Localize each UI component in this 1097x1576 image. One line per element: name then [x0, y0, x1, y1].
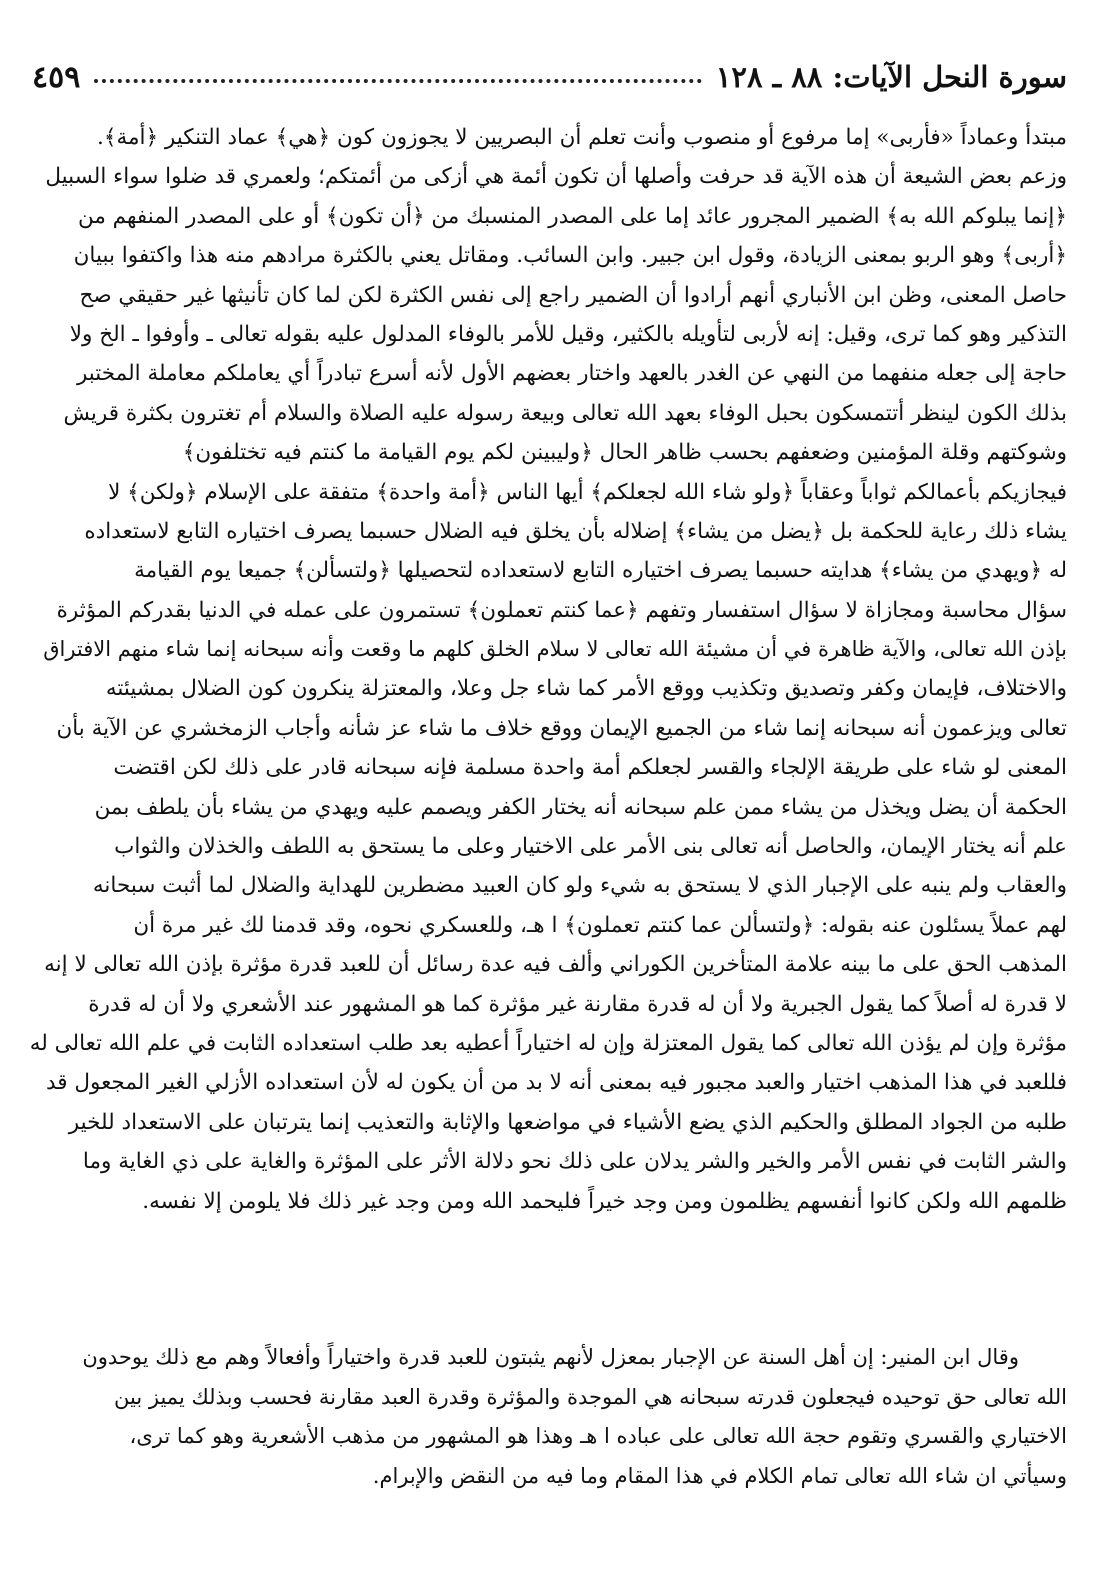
running-head: سورة النحل الآيات: ٨٨ ـ ١٢٨ — [715, 60, 1067, 94]
footnote-line: وقال ابن المنير: إن أهل السنة عن الإجبار بمعزل لأنهم يثبتون للعبد قدرة واختياراً وأفعالاً وهم مع ذلك يوحدون — [82, 1345, 1019, 1369]
text-line: المعنى لو شاء على طريقة الإلجاء والقسر لجعلكم أمة واحدة مسلمة فإنه سبحانه قادر على ذلك لكن اقتضت — [113, 755, 1067, 781]
text-line: المذهب الحق على ما بينه علامة المتأخرين الكوراني وألف فيه عدة رسائل أن للعبد قدرة مؤثرة بإذن الله تعالى لا إنه — [44, 952, 1067, 978]
footnote-text — [30, 1338, 1067, 1496]
footnote-line: الاختياري والقسري وتقوم حجة الله تعالى على عباده ا هـ وهذا هو المشهور من مذهب الأشعرية وهو كما ترى، — [129, 1424, 1067, 1449]
text-line: مؤثرة وإن لم يؤذن الله تعالى كما يقول المعتزلة وإن له اختياراً أعطيه بعد طلب استعداده الثابت في علم الله تعالى له — [30, 1030, 1067, 1056]
text-line: تعالى ويزعمون أنه سبحانه إنما شاء من الجميع الإيمان ووقع خلاف ما شاء عز شأنه وأجاب الزمخشري عن الآية بأن — [56, 715, 1067, 741]
dotted-leader — [94, 79, 701, 83]
main-text — [30, 118, 1067, 1221]
text-line: يشاء ذلك رعاية للحكمة بل ﴿يضل من يشاء﴾ إضلاله بأن يخلق فيه الضلال حسبما يصرف اختياره التابع لاستعداده — [84, 518, 1067, 544]
text-line: ظلمهم الله ولكن كانوا أنفسهم يظلمون ومن وجد خيراً فليحمد الله ومن وجد غير ذلك فلا يلومن إلا نفسه. — [142, 1188, 1067, 1214]
text-line: وزعم بعض الشيعة أن هذه الآية قد حرفت وأصلها أن تكون أئمة هي أزكى من أئمتكم؛ ولعمري قد ضلوا سواء السبيل — [45, 164, 1067, 190]
text-line: والعقاب ولم ينبه على الإجبار الذي لا يستحق به شيء ولو كان العبيد مضطرين للهداية والضلال لما أثبت سبحانه — [92, 873, 1067, 899]
text-line: له ﴿ويهدي من يشاء﴾ هدايته حسبما يصرف اختياره التابع لاستعداده لتحصيلها ﴿ولتسألن﴾ جميعا يوم القيامة — [134, 558, 1067, 584]
text-line: ﴿أربى﴾ وهو الربو بمعنى الزيادة، وقول ابن جبير. وابن السائب. ومقاتل يعني بالكثرة مرادهم منه هذا واكتفوا ببيان — [73, 243, 1067, 269]
text-line: حاصل المعنى، وظن ابن الأنباري أنهم أرادوا أن الضمير راجع إلى نفس الكثرة لكن لما كان تأنيثها غير حقيقي صح — [79, 282, 1067, 308]
page-number: ٤٥٩ — [32, 59, 81, 95]
text-line: لهم عملاً يسئلون عنه بقوله: ﴿ولتسألن عما كنتم تعملون﴾ ا هـ، وللعسكري نحوه، وقد قدمنا لك غير مرة أن — [133, 912, 1067, 938]
text-line: حاجة إلى جعله منفهما من النهي عن الغدر بالعهد واختار بعضهم الأول لأنه أسرع تبادراً أي يعاملكم معاملة المختبر — [76, 361, 1067, 387]
text-line: مبتدأ وعماداً «فأربى» إما مرفوع أو منصوب وأنت تعلم أن البصريين لا يجوزون كون ﴿هي﴾ عماد التنكير ﴿أمة﴾. — [97, 125, 1067, 150]
text-line: والاختلاف، فإيمان وكفر وتصديق وتكذيب ووقع الأمر كما شاء جل وعلا، والمعتزلة ينكرون كون الضلال بمشيئته — [105, 676, 1067, 702]
text-line: علم أنه يختار الإيمان، والحاصل أنه تعالى بنى الأمر على الاختيار وعلى ما يستحق به اللطف والخذلان والثواب — [114, 834, 1067, 860]
text-line: ﴿إنما يبلوكم الله به﴾ الضمير المجرور عائد إما على المصدر المنسبك من ﴿أن تكون﴾ أو على المصدر المنفهم من — [77, 203, 1067, 229]
text-line: الحكمة أن يضل ويخذل من يشاء ممن علم سبحانه أنه يختار الكفر ويصمم عليه ويهدي من يشاء بأن يلطف بمن — [94, 794, 1067, 820]
footnote-line: الله تعالى حق توحيده فيجعلون قدرته سبحانه هي الموجدة والمؤثرة وقدرة العبد مقارنة فحسب وبذلك يميز بين — [114, 1384, 1067, 1409]
text-line: التذكير وهو كما ترى، وقيل: إنه لأربى لتأويله بالكثير، وقيل للأمر بالوفاء المدلول عليه بقوله تعالى ـ وأوفوا ـ الخ ولا — [69, 321, 1067, 347]
text-line: سؤال محاسبة ومجازاة لا سؤال استفسار وتفهم ﴿عما كنتم تعملون﴾ تستمرون على عمله في الدنيا بقدركم المؤثرة — [56, 597, 1067, 623]
text-line: طلبه من الجواد المطلق والحكيم الذي يضع الأشياء في مواضعها والإثابة والتعذيب إنما يترتبان على الاستعداد للخير — [68, 1109, 1067, 1135]
text-line: فيجازيكم بأعمالكم ثواباً وعقاباً ﴿ولو شاء الله لجعلكم﴾ أيها الناس ﴿أمة واحدة﴾ متفقة على الإسلام ﴿ولكن﴾ لا — [108, 479, 1067, 505]
page-header — [30, 54, 1067, 100]
text-line: وشوكتهم وقلة المؤمنين وضعفهم بحسب ظاهر الحال ﴿وليبينن لكم يوم القيامة ما كنتم فيه تختلفون﴾ — [182, 440, 1067, 466]
text-line: بإذن الله تعالى، والآية ظاهرة في أن مشيئة الله تعالى لا سلام الخلق كلهم ما وقعت وأنه سبحانه إنما شاء منهم الافتراق — [43, 637, 1067, 662]
text-line: لا قدرة له أصلاً كما يقول الجبرية ولا أن له قدرة مقارنة غير مؤثرة كما هو المشهور عند الأشعري ولا أن له قدرة — [88, 991, 1067, 1017]
text-line: والشر الثابت في نفس الأمر والخير والشر يدلان على ذلك نحو دلالة الأثر على المؤثرة والغاية على ذي الغاية وما — [82, 1149, 1067, 1175]
footnote-line: وسيأتي ان شاء الله تعالى تمام الكلام في هذا المقام وما فيه من النقض والإبرام. — [372, 1463, 1067, 1488]
text-line: فللعبد في هذا المذهب اختيار والعبد مجبور فيه بمعنى أنه لا بد من أن يكون له لأن استعداده الأزلي الغير المجعول قد — [45, 1070, 1067, 1096]
text-line: بذلك الكون لينظر أتتمسكون بحبل الوفاء بعهد الله تعالى وبيعة رسوله عليه الصلاة والسلام أم تغترون بكثرة قريش — [63, 400, 1067, 426]
